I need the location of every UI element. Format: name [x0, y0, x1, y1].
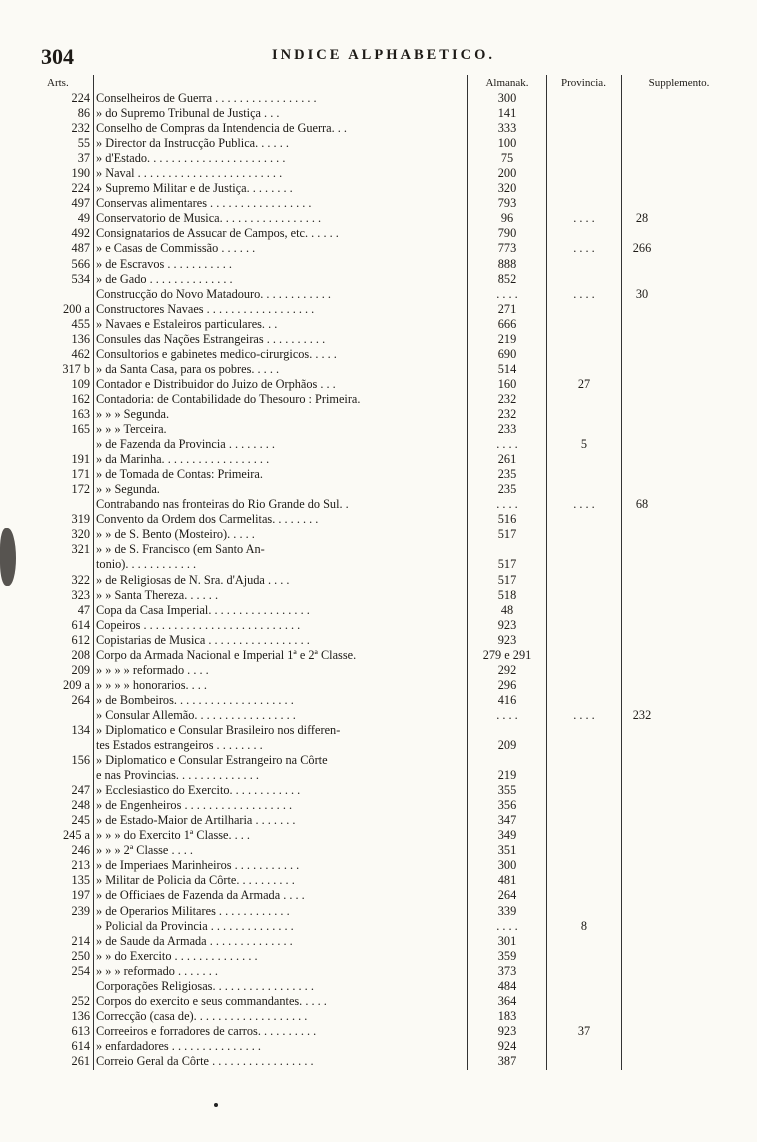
row-art-number: 320: [71, 527, 90, 542]
index-row: [0, 226, 757, 241]
row-description: » Supremo Militar e de Justiça. . . . . . . .: [96, 181, 293, 196]
row-description: » de Bombeiros. . . . . . . . . . . . . . . . . . . .: [96, 692, 294, 707]
row-art-number: 245 a: [63, 828, 90, 843]
row-art-number: 224: [71, 181, 90, 196]
row-description: » de Tomada de Contas: Primeira.: [96, 467, 263, 482]
index-row: [0, 753, 757, 768]
index-row: [0, 949, 757, 964]
row-description: Copistarias de Musica . . . . . . . . . . . . . . . . .: [96, 632, 310, 647]
row-description: » d'Estado. . . . . . . . . . . . . . . . . . . . . . .: [96, 151, 286, 166]
row-almanak-page: . . . .: [496, 497, 518, 512]
index-row: [0, 798, 757, 813]
row-art-number: 497: [71, 196, 90, 211]
row-description: » Diplomatico e Consular Brasileiro nos differen-: [96, 722, 341, 737]
row-art-number: 492: [71, 226, 90, 241]
index-row: [0, 904, 757, 919]
index-row: [0, 542, 757, 557]
row-description: Consules das Nações Estrangeiras . . . . . . . . . .: [96, 331, 326, 346]
index-row: [0, 527, 757, 542]
row-art-number: 248: [71, 798, 90, 813]
row-art-number: 245: [71, 813, 90, 828]
row-art-number: 566: [71, 256, 90, 271]
row-almanak-page: 517: [497, 572, 517, 587]
row-description: » de Operarios Militares . . . . . . . . . . . .: [96, 903, 290, 918]
index-row: [0, 678, 757, 693]
row-description: Conservas alimentares . . . . . . . . . . . . . . . . .: [96, 196, 312, 211]
row-almanak-page: 923: [497, 1023, 517, 1038]
page-speck: [214, 1103, 218, 1107]
index-row: [0, 347, 757, 362]
row-almanak-page: 300: [497, 858, 517, 873]
row-almanak-page: 516: [497, 512, 517, 527]
index-row: [0, 136, 757, 151]
index-row: [0, 618, 757, 633]
index-row: [0, 557, 757, 572]
row-provincia-page: 27: [577, 376, 591, 391]
row-almanak-page: 333: [497, 121, 517, 136]
row-description: » » » reformado . . . . . . .: [96, 963, 218, 978]
row-almanak-page: 219: [497, 331, 517, 346]
row-almanak-page: 100: [497, 136, 517, 151]
index-table: [0, 91, 757, 1069]
row-art-number: 264: [71, 692, 90, 707]
index-row: [0, 121, 757, 136]
row-art-number: 319: [71, 512, 90, 527]
row-art-number: 165: [71, 422, 90, 437]
index-row: [0, 813, 757, 828]
row-art-number: 534: [71, 271, 90, 286]
index-row: [0, 287, 757, 302]
row-provincia-page: . . . .: [573, 211, 595, 226]
row-description: » do Supremo Tribunal de Justiça . . .: [96, 106, 280, 121]
row-art-number: 321: [71, 542, 90, 557]
row-provincia-page: . . . .: [573, 497, 595, 512]
row-description: » Consular Allemão. . . . . . . . . . . . . . . . .: [96, 707, 296, 722]
row-art-number: 49: [77, 211, 90, 226]
index-row: [0, 362, 757, 377]
row-almanak-page: 349: [497, 828, 517, 843]
row-description: tonio). . . . . . . . . . . .: [96, 557, 197, 572]
index-row: [0, 723, 757, 738]
row-art-number: 55: [77, 136, 90, 151]
row-almanak-page: 355: [497, 783, 517, 798]
index-row: [0, 302, 757, 317]
column-header-supplemento: Supplemento.: [648, 77, 710, 89]
row-art-number: 209 a: [63, 677, 90, 692]
index-row: [0, 196, 757, 211]
index-row: [0, 588, 757, 603]
index-row: [0, 151, 757, 166]
row-almanak-page: 219: [497, 768, 517, 783]
row-almanak-page: 279 e 291: [482, 647, 532, 662]
row-almanak-page: 261: [497, 452, 517, 467]
row-art-number: 47: [77, 602, 90, 617]
row-description: » » » Terceira.: [96, 422, 167, 437]
index-row: [0, 211, 757, 226]
row-description: » » » » reformado . . . .: [96, 662, 209, 677]
row-provincia-page: 8: [580, 918, 588, 933]
row-almanak-page: 518: [497, 587, 517, 602]
row-almanak-page: 300: [497, 91, 517, 105]
row-almanak-page: 373: [497, 963, 517, 978]
row-art-number: 109: [71, 376, 90, 391]
index-row: [0, 633, 757, 648]
row-description: » » » » honorarios. . . .: [96, 677, 208, 692]
row-almanak-page: 690: [497, 346, 517, 361]
row-description: Corporações Religiosas. . . . . . . . . . . . . . . . .: [96, 978, 314, 993]
row-art-number: 172: [71, 482, 90, 497]
row-almanak-page: 484: [497, 978, 517, 993]
row-art-number: 614: [71, 617, 90, 632]
row-almanak-page: 790: [497, 226, 517, 241]
index-row: [0, 648, 757, 663]
row-description: » de Escravos . . . . . . . . . . .: [96, 256, 232, 271]
index-row: [0, 392, 757, 407]
row-description: Contrabando nas fronteiras do Rio Grande do Sul. .: [96, 497, 349, 512]
row-art-number: 239: [71, 903, 90, 918]
row-description: Corpo da Armada Nacional e Imperial 1ª e 2ª Classe.: [96, 647, 357, 662]
row-description: » da Marinha. . . . . . . . . . . . . . . . . .: [96, 452, 270, 467]
row-almanak-page: 416: [497, 692, 517, 707]
index-row: [0, 934, 757, 949]
index-row: [0, 257, 757, 272]
index-row: [0, 1054, 757, 1069]
index-row: [0, 858, 757, 873]
row-provincia-page: . . . .: [573, 241, 595, 256]
row-art-number: 612: [71, 632, 90, 647]
row-description: » de Fazenda da Provincia . . . . . . . .: [96, 437, 275, 452]
row-art-number: 208: [71, 647, 90, 662]
index-row: [0, 873, 757, 888]
row-art-number: 613: [71, 1023, 90, 1038]
column-header-almanak: Almanak.: [485, 77, 529, 89]
row-almanak-page: 351: [497, 843, 517, 858]
row-art-number: 171: [71, 467, 90, 482]
index-row: [0, 888, 757, 903]
index-row: [0, 603, 757, 618]
row-provincia-page: . . . .: [573, 707, 595, 722]
row-description: Conservatorio de Musica. . . . . . . . . . . . . . . . .: [96, 211, 322, 226]
row-description: Correcção (casa de). . . . . . . . . . . . . . . . . . .: [96, 1008, 308, 1023]
row-description: Copeiros . . . . . . . . . . . . . . . . . . . . . . . . . .: [96, 617, 301, 632]
row-almanak-page: 793: [497, 196, 517, 211]
index-row: [0, 482, 757, 497]
row-provincia-page: 5: [580, 437, 588, 452]
row-description: e nas Provincias. . . . . . . . . . . . . .: [96, 768, 259, 783]
row-almanak-page: 232: [497, 391, 517, 406]
row-description: » de Religiosas de N. Sra. d'Ajuda . . . .: [96, 572, 290, 587]
row-supplemento-page: 68: [635, 497, 649, 512]
row-almanak-page: 209: [497, 738, 517, 753]
row-almanak-page: 235: [497, 482, 517, 497]
row-art-number: 247: [71, 783, 90, 798]
index-row: [0, 843, 757, 858]
row-description: » Militar de Policia da Côrte. . . . . . . . . .: [96, 873, 295, 888]
index-row: [0, 663, 757, 678]
index-row: [0, 512, 757, 527]
row-art-number: 261: [71, 1054, 90, 1068]
row-art-number: 191: [71, 452, 90, 467]
row-art-number: 614: [71, 1038, 90, 1053]
index-row: [0, 497, 757, 512]
row-description: » » do Exercito . . . . . . . . . . . . . .: [96, 948, 258, 963]
row-supplemento-page: 266: [632, 241, 652, 256]
row-description: » de Officiaes de Fazenda da Armada . . . .: [96, 888, 305, 903]
row-almanak-page: 200: [497, 166, 517, 181]
row-almanak-page: . . . .: [496, 286, 518, 301]
index-row: [0, 452, 757, 467]
row-description: Construcção do Novo Matadouro. . . . . . . . . . . .: [96, 286, 331, 301]
row-almanak-page: 232: [497, 406, 517, 421]
row-art-number: 462: [71, 346, 90, 361]
row-almanak-page: 264: [497, 888, 517, 903]
row-description: » de Estado-Maior de Artilharia . . . . . . .: [96, 813, 296, 828]
column-header-provincia: Provincia.: [561, 77, 606, 89]
row-almanak-page: . . . .: [496, 437, 518, 452]
row-art-number: 156: [71, 753, 90, 768]
row-description: » de Engenheiros . . . . . . . . . . . . . . . . . .: [96, 798, 293, 813]
row-almanak-page: 347: [497, 813, 517, 828]
row-art-number: 209: [71, 662, 90, 677]
row-description: » e Casas de Commissão . . . . . .: [96, 241, 256, 256]
row-almanak-page: 666: [497, 316, 517, 331]
index-row: [0, 768, 757, 783]
row-description: » Navaes e Estaleiros particulares. . .: [96, 316, 278, 331]
index-row: [0, 919, 757, 934]
row-almanak-page: 48: [500, 602, 514, 617]
row-almanak-page: . . . .: [496, 918, 518, 933]
index-row: [0, 573, 757, 588]
row-art-number: 254: [71, 963, 90, 978]
row-description: » de Gado . . . . . . . . . . . . . .: [96, 271, 233, 286]
index-row: [0, 1009, 757, 1024]
row-description: Correio Geral da Côrte . . . . . . . . . . . . . . . . .: [96, 1054, 314, 1068]
row-provincia-page: . . . .: [573, 286, 595, 301]
index-row: [0, 437, 757, 452]
row-supplemento-page: 232: [632, 707, 652, 722]
row-almanak-page: 852: [497, 271, 517, 286]
row-description: Corpos do exercito e seus commandantes. . . . .: [96, 993, 327, 1008]
row-description: tes Estados estrangeiros . . . . . . . .: [96, 738, 263, 753]
row-almanak-page: 773: [497, 241, 517, 256]
index-row: [0, 332, 757, 347]
row-art-number: 224: [71, 91, 90, 105]
row-description: » da Santa Casa, para os pobres. . . . .: [96, 361, 280, 376]
row-art-number: 323: [71, 587, 90, 602]
index-row: [0, 738, 757, 753]
row-description: Contador e Distribuidor do Juizo de Orphãos . . .: [96, 376, 336, 391]
index-row: [0, 106, 757, 121]
row-almanak-page: 339: [497, 903, 517, 918]
index-row: [0, 964, 757, 979]
index-row: [0, 422, 757, 437]
row-description: » Naval . . . . . . . . . . . . . . . . . . . . . . . .: [96, 166, 283, 181]
row-description: Correeiros e forradores de carros. . . . . . . . . .: [96, 1023, 317, 1038]
page-title: INDICE ALPHABETICO.: [272, 47, 495, 63]
column-header-arts: Arts.: [47, 77, 69, 89]
row-description: » » Segunda.: [96, 482, 160, 497]
row-art-number: 86: [77, 106, 90, 121]
row-art-number: 136: [71, 331, 90, 346]
row-supplemento-page: 30: [635, 286, 649, 301]
row-almanak-page: 517: [497, 527, 517, 542]
row-description: Constructores Navaes . . . . . . . . . . . . . . . . . .: [96, 301, 315, 316]
index-row: [0, 91, 757, 106]
row-almanak-page: 141: [497, 106, 517, 121]
row-art-number: 317 b: [62, 361, 90, 376]
row-almanak-page: 271: [497, 301, 517, 316]
row-art-number: 134: [71, 722, 90, 737]
row-description: » » » do Exercito 1ª Classe. . . .: [96, 828, 251, 843]
row-supplemento-page: 28: [635, 211, 649, 226]
index-row: [0, 166, 757, 181]
index-row: [0, 783, 757, 798]
row-almanak-page: 924: [497, 1038, 517, 1053]
row-almanak-page: 292: [497, 662, 517, 677]
row-art-number: 322: [71, 572, 90, 587]
row-art-number: 246: [71, 843, 90, 858]
row-almanak-page: 888: [497, 256, 517, 271]
row-description: » » de S. Francisco (em Santo An-: [96, 542, 265, 557]
row-almanak-page: 359: [497, 948, 517, 963]
index-row: [0, 994, 757, 1009]
row-description: Consultorios e gabinetes medico-cirurgicos. . . . .: [96, 346, 337, 361]
row-art-number: 163: [71, 406, 90, 421]
row-description: » Policial da Provincia . . . . . . . . . . . . . .: [96, 918, 294, 933]
row-art-number: 200 a: [63, 301, 90, 316]
index-row: [0, 272, 757, 287]
row-description: » enfardadores . . . . . . . . . . . . . . .: [96, 1038, 261, 1053]
row-almanak-page: 923: [497, 632, 517, 647]
row-description: » Ecclesiastico do Exercito. . . . . . . . . . . .: [96, 783, 301, 798]
row-almanak-page: 296: [497, 677, 517, 692]
row-description: » » » Segunda.: [96, 406, 170, 421]
row-description: » » Santa Thereza. . . . . .: [96, 587, 219, 602]
index-row: [0, 407, 757, 422]
index-row: [0, 241, 757, 256]
row-almanak-page: 356: [497, 798, 517, 813]
row-almanak-page: 75: [500, 151, 514, 166]
row-almanak-page: 320: [497, 181, 517, 196]
row-art-number: 136: [71, 1008, 90, 1023]
row-almanak-page: 481: [497, 873, 517, 888]
row-almanak-page: 514: [497, 361, 517, 376]
row-description: » Director da Instrucção Publica. . . . . .: [96, 136, 289, 151]
index-row: [0, 828, 757, 843]
row-almanak-page: 517: [497, 557, 517, 572]
row-description: » » » 2ª Classe . . . .: [96, 843, 193, 858]
row-description: » » de S. Bento (Mosteiro). . . . .: [96, 527, 255, 542]
row-description: Contadoria: de Contabilidade do Thesouro : Primeira.: [96, 391, 361, 406]
row-almanak-page: . . . .: [496, 707, 518, 722]
index-row: [0, 377, 757, 392]
row-art-number: 232: [71, 121, 90, 136]
row-almanak-page: 183: [497, 1008, 517, 1023]
row-art-number: 455: [71, 316, 90, 331]
row-almanak-page: 233: [497, 422, 517, 437]
index-row: [0, 181, 757, 196]
row-art-number: 37: [77, 151, 90, 166]
index-row: [0, 693, 757, 708]
row-almanak-page: 923: [497, 617, 517, 632]
row-art-number: 213: [71, 858, 90, 873]
index-row: [0, 467, 757, 482]
row-provincia-page: 37: [577, 1023, 591, 1038]
row-description: » Diplomatico e Consular Estrangeiro na Côrte: [96, 753, 328, 768]
row-description: » de Imperiaes Marinheiros . . . . . . . . . . .: [96, 858, 300, 873]
row-art-number: 250: [71, 948, 90, 963]
row-description: Conselheiros de Guerra . . . . . . . . . . . . . . . . .: [96, 91, 317, 105]
row-art-number: 487: [71, 241, 90, 256]
row-art-number: 135: [71, 873, 90, 888]
row-almanak-page: 301: [497, 933, 517, 948]
row-almanak-page: 235: [497, 467, 517, 482]
row-description: » de Saude da Armada . . . . . . . . . . . . . .: [96, 933, 293, 948]
row-description: Conselho de Compras da Intendencia de Guerra. . .: [96, 121, 347, 136]
row-art-number: 214: [71, 933, 90, 948]
row-description: Convento da Ordem dos Carmelitas. . . . . . . .: [96, 512, 319, 527]
row-almanak-page: 96: [500, 211, 514, 226]
index-row: [0, 1024, 757, 1039]
row-art-number: 162: [71, 391, 90, 406]
index-row: [0, 317, 757, 332]
index-row: [0, 1039, 757, 1054]
row-art-number: 190: [71, 166, 90, 181]
index-row: [0, 979, 757, 994]
row-description: Copa da Casa Imperial. . . . . . . . . . . . . . . . .: [96, 602, 310, 617]
row-almanak-page: 387: [497, 1054, 517, 1068]
page-number: 304: [41, 44, 74, 69]
row-almanak-page: 160: [497, 376, 517, 391]
row-art-number: 252: [71, 993, 90, 1008]
index-row: [0, 708, 757, 723]
row-almanak-page: 364: [497, 993, 517, 1008]
row-art-number: 197: [71, 888, 90, 903]
row-description: Consignatarios de Assucar de Campos, etc. . . . . .: [96, 226, 339, 241]
